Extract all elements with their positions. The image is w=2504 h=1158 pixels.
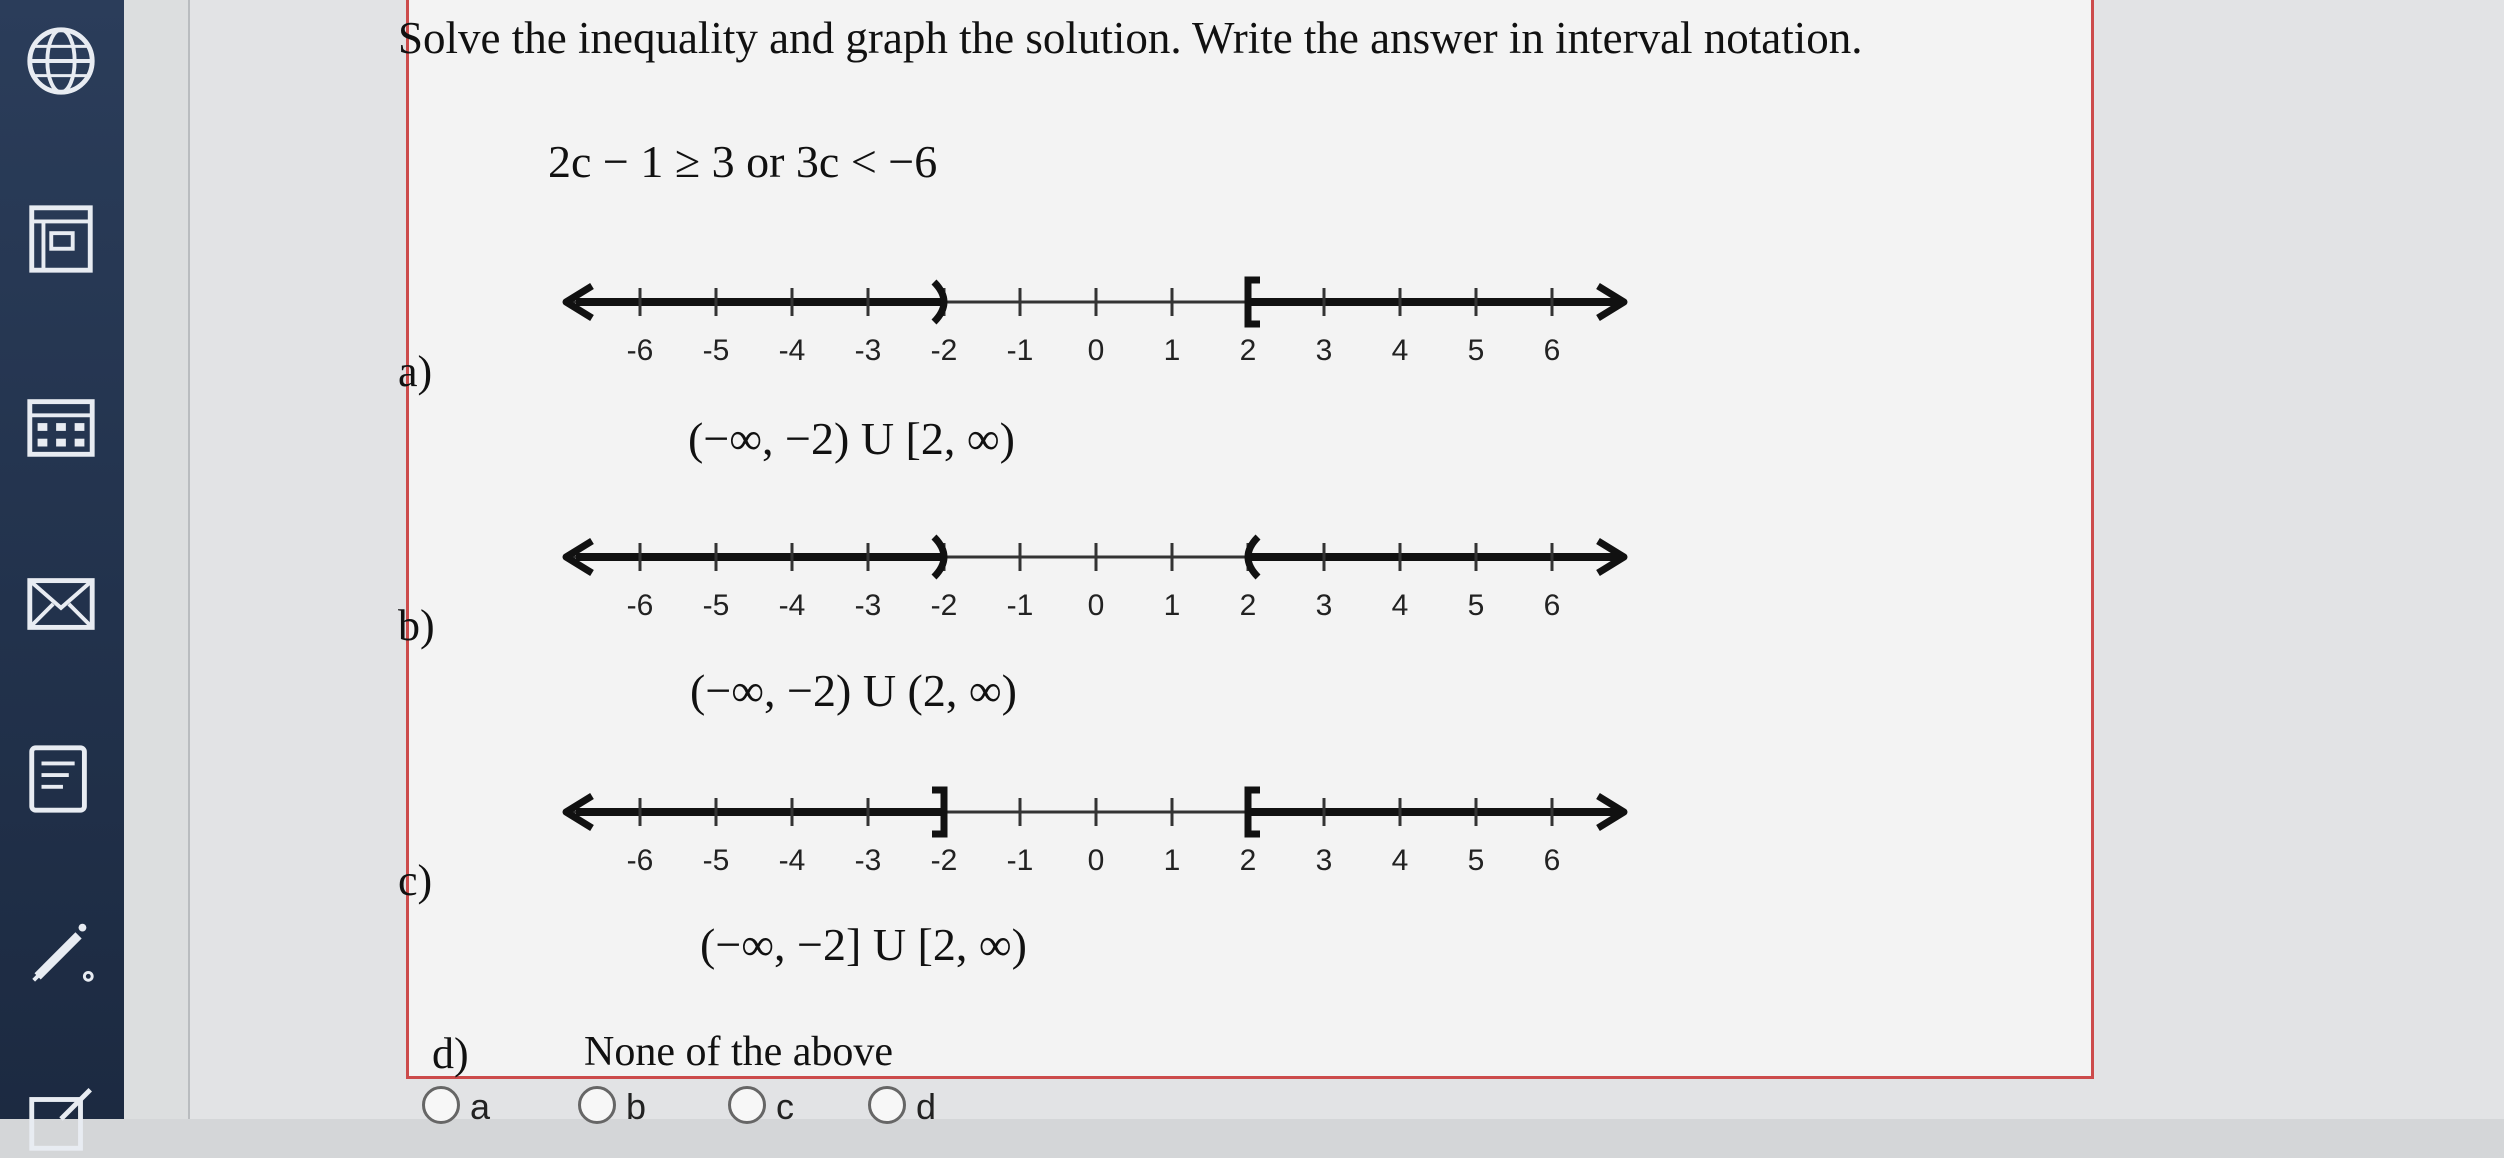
radio-circle[interactable] xyxy=(578,1086,616,1124)
option-b-label: b) xyxy=(398,601,435,650)
radio-label: a xyxy=(470,1086,491,1127)
tick-label: -3 xyxy=(854,334,882,367)
pencil-icon[interactable] xyxy=(22,912,100,990)
answer-radio-d[interactable] xyxy=(868,1086,936,1126)
edit-icon[interactable] xyxy=(22,1080,100,1158)
tick-label: -1 xyxy=(1006,844,1034,877)
tick-label: -1 xyxy=(1006,589,1034,622)
tick-label: -2 xyxy=(930,589,958,622)
tick-label: 4 xyxy=(1391,334,1409,367)
radio-circle[interactable] xyxy=(728,1086,766,1124)
radio-label: d xyxy=(916,1086,937,1127)
answer-radio-a[interactable] xyxy=(422,1086,490,1126)
radio-circle[interactable] xyxy=(422,1086,460,1124)
tick-label: -4 xyxy=(778,844,806,877)
tick-label: 5 xyxy=(1467,589,1485,622)
option-d-label: d) xyxy=(432,1029,469,1078)
radio-label: b xyxy=(626,1086,647,1127)
tick-label: -4 xyxy=(778,589,806,622)
tick-label: -6 xyxy=(626,844,654,877)
inequality: 2c − 1 ≥ 3 or 3c < −6 xyxy=(548,136,938,187)
option-a-interval: (−∞, −2) U [2, ∞) xyxy=(688,413,1015,464)
tick-label: 0 xyxy=(1087,844,1105,877)
question-prompt: Solve the inequality and graph the solution. Write the answer in interval notation. xyxy=(398,13,1863,63)
tick-label: -5 xyxy=(702,844,730,877)
tick-label: 4 xyxy=(1391,844,1409,877)
option-c-label: c) xyxy=(398,856,433,905)
tick-label: -3 xyxy=(854,589,882,622)
option-d-text: None of the above xyxy=(584,1029,894,1075)
tick-label: -4 xyxy=(778,334,806,367)
tick-label: -3 xyxy=(854,844,882,877)
tick-label: 2 xyxy=(1239,589,1257,622)
book-icon[interactable] xyxy=(22,200,100,278)
tick-label: 3 xyxy=(1315,334,1333,367)
number-line-b xyxy=(540,525,1660,655)
number-line-c xyxy=(540,780,1660,910)
notes-icon[interactable] xyxy=(22,740,100,818)
tick-label: -5 xyxy=(702,589,730,622)
answer-radio-c[interactable] xyxy=(728,1086,794,1126)
tick-label: 5 xyxy=(1467,334,1485,367)
option-c-interval: (−∞, −2] U [2, ∞) xyxy=(700,919,1027,970)
mail-icon[interactable] xyxy=(22,565,100,643)
tick-label: -2 xyxy=(930,844,958,877)
globe-icon[interactable] xyxy=(22,22,100,100)
tick-label: 3 xyxy=(1315,589,1333,622)
left-gutter xyxy=(124,0,188,1119)
sidebar xyxy=(0,0,124,1119)
tick-label: -5 xyxy=(702,334,730,367)
option-b-interval: (−∞, −2) U (2, ∞) xyxy=(690,665,1017,716)
tick-label: -6 xyxy=(626,589,654,622)
calendar-icon[interactable] xyxy=(22,388,100,466)
tick-label: 3 xyxy=(1315,844,1333,877)
tick-label: 1 xyxy=(1163,844,1181,877)
number-line-a xyxy=(540,270,1660,400)
tick-label: 6 xyxy=(1543,334,1561,367)
radio-circle[interactable] xyxy=(868,1086,906,1124)
tick-label: 0 xyxy=(1087,334,1105,367)
tick-label: -6 xyxy=(626,334,654,367)
tick-label: 2 xyxy=(1239,334,1257,367)
radio-label: c xyxy=(776,1086,794,1127)
tick-label: 1 xyxy=(1163,334,1181,367)
option-a-label: a) xyxy=(398,347,433,396)
tick-label: -1 xyxy=(1006,334,1034,367)
tick-label: 5 xyxy=(1467,844,1485,877)
tick-label: -2 xyxy=(930,334,958,367)
tick-label: 2 xyxy=(1239,844,1257,877)
answer-radio-b[interactable] xyxy=(578,1086,646,1126)
tick-label: 1 xyxy=(1163,589,1181,622)
tick-label: 6 xyxy=(1543,589,1561,622)
tick-label: 0 xyxy=(1087,589,1105,622)
tick-label: 6 xyxy=(1543,844,1561,877)
tick-label: 4 xyxy=(1391,589,1409,622)
